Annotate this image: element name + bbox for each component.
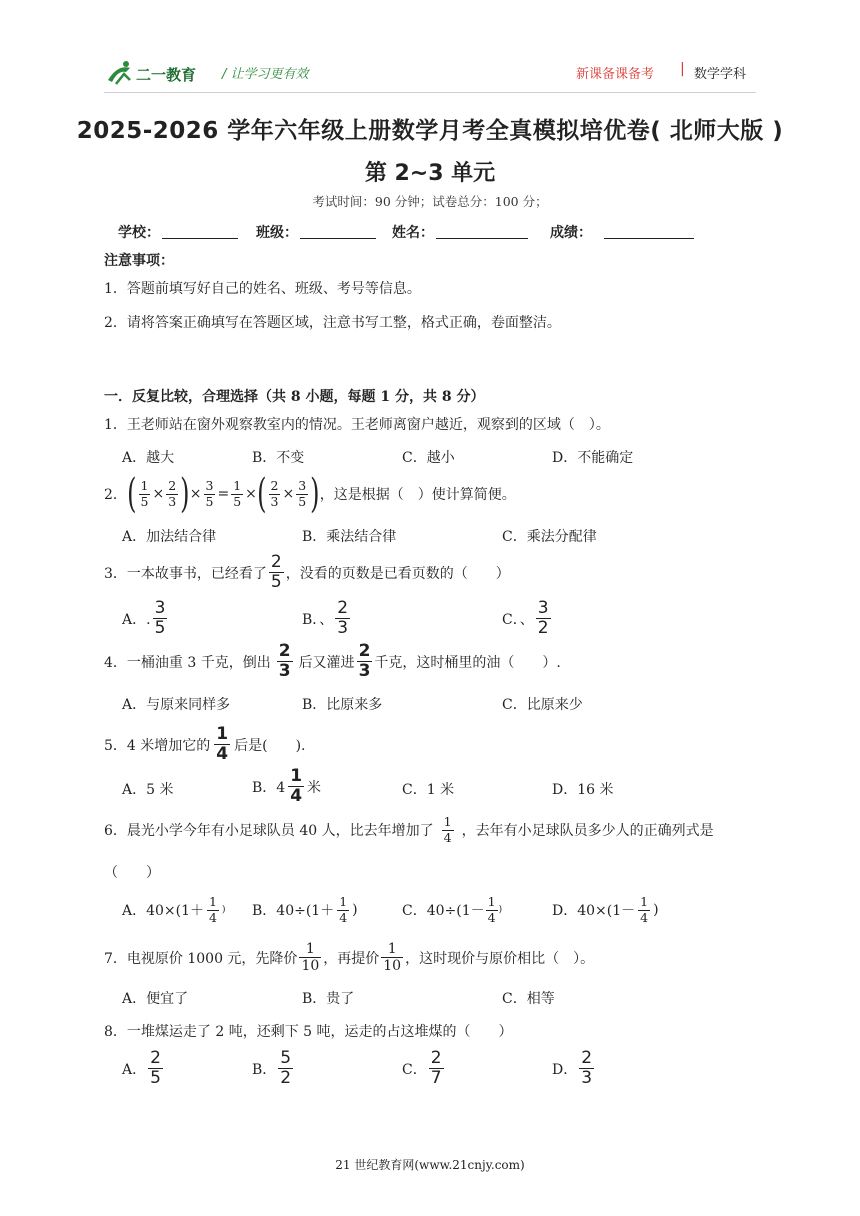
class-field[interactable] <box>300 238 376 239</box>
name-field[interactable] <box>436 238 528 239</box>
page-subtitle: 第 2~3 单元 <box>364 161 496 186</box>
q8-option-d[interactable]: D． $\frac{2}{3}$ <box>552 1048 593 1088</box>
name-label: 姓名： <box>392 225 434 241</box>
q2-option-a[interactable]: A．加法结合律 <box>122 529 217 545</box>
q4-option-b[interactable]: B．比原来多 <box>302 697 383 713</box>
q6-option-a[interactable]: A．40×(1＋ $\frac{1}{4}$ ) <box>122 894 226 925</box>
school-field[interactable] <box>162 238 238 239</box>
q6-option-d[interactable]: D．40×(1－ $\frac{1}{4}$ ) <box>552 894 659 925</box>
q2-option-b[interactable]: B．乘法结合律 <box>302 529 397 545</box>
q1-option-b[interactable]: B．不变 <box>252 450 305 466</box>
exam-info: 考试时间：90 分钟；试卷总分：100 分； <box>312 194 548 209</box>
q1-option-d[interactable]: D．不能确定 <box>552 450 634 466</box>
q5-option-b[interactable]: B．4 $\frac{1}{4}$ 米 <box>252 766 322 806</box>
header-divider <box>104 92 756 93</box>
q2-option-c[interactable]: C．乘法分配律 <box>502 529 597 545</box>
q7-option-b[interactable]: B．贵了 <box>302 991 355 1007</box>
brand-text: 新课备课备考 <box>576 67 655 82</box>
question-7: 7．电视原价 1000 元，先降价 $\frac{1}{10}$ ，再提价 $\frac{1}{10}$ ，这时现价与原价相比（ ）。 <box>104 941 595 974</box>
q8-option-a[interactable]: A． $\frac{2}{5}$ <box>122 1048 161 1088</box>
class-label: 班级： <box>256 225 298 241</box>
q3-option-b[interactable]: B．、 $\frac{2}{3}$ <box>302 598 349 638</box>
logo-text: 二一教育 <box>136 66 197 84</box>
q3-option-a[interactable]: A．. $\frac{3}{5}$ <box>122 598 166 638</box>
question-3: 3．一本故事书，已经看了 $\frac{2}{5}$ ，没看的页数是已看页数的（ ） <box>104 552 510 592</box>
notes-heading: 注意事项： <box>104 253 174 269</box>
q7-option-c[interactable]: C．相等 <box>502 991 555 1007</box>
question-1: 1．王老师站在窗外观察教室内的情况。王老师离窗户越近，观察到的区域（ ）。 <box>104 417 610 433</box>
score-label: 成绩： <box>550 225 592 241</box>
q4-option-a[interactable]: A．与原来同样多 <box>122 697 231 713</box>
page-title: 2025-2026 学年六年级上册数学月考全真模拟培优卷( 北师大版 ) <box>76 118 784 144</box>
note-item: 1．答题前填写好自己的姓名、班级、考号等信息。 <box>104 281 421 297</box>
q1-option-c[interactable]: C．越小 <box>402 450 455 466</box>
q4-option-c[interactable]: C．比原来少 <box>502 697 583 713</box>
q5-option-a[interactable]: A．5 米 <box>122 782 174 798</box>
question-8: 8．一堆煤运走了 2 吨，还剩下 5 吨，运走的占这堆煤的（ ） <box>104 1024 513 1040</box>
q5-option-c[interactable]: C．1 米 <box>402 782 455 798</box>
q6-option-c[interactable]: C．40÷(1－ $\frac{1}{4}$ ) <box>402 894 503 925</box>
question-2: 2． ( $\frac{1}{5}$ × $\frac{2}{3}$ ) × $\frac{3}{5}$ = $\frac{1}{5}$ × ( $\frac{2}{3}$ × $\frac{3}{5}$ ) ，这是根据（ ）使计算简便。 <box>104 471 516 517</box>
q8-option-c[interactable]: C． $\frac{2}{7}$ <box>402 1048 442 1088</box>
q7-option-a[interactable]: A．便宜了 <box>122 991 189 1007</box>
score-field[interactable] <box>604 238 694 239</box>
slogan: / 让学习更有效 <box>222 67 309 82</box>
question-4: 4．一桶油重 3 千克，倒出 $\frac{2}{3}$ 后又灌进 $\frac{2}{3}$ 千克，这时桶里的油（ ）. <box>104 641 561 681</box>
question-6-cont: （ ） <box>104 865 160 881</box>
q3-option-c[interactable]: C．、 $\frac{3}{2}$ <box>502 598 549 638</box>
logo <box>104 58 208 88</box>
header-separator: | <box>680 61 685 77</box>
q8-option-b[interactable]: B． $\frac{5}{2}$ <box>252 1048 292 1088</box>
q5-option-d[interactable]: D．16 米 <box>552 782 614 798</box>
q1-option-a[interactable]: A．越大 <box>122 450 175 466</box>
subject-label: 数学学科 <box>694 67 747 82</box>
question-5: 5．4 米增加它的 $\frac{1}{4}$ 后是( ). <box>104 724 306 764</box>
section-title: 一．反复比较，合理选择（共 8 小题，每题 1 分，共 8 分） <box>104 389 485 405</box>
question-6: 6．晨光小学今年有小足球队员 40 人，比去年增加了 $\frac{1}{4}$ ，去年有小足球队员多少人的正确列式是 <box>104 814 714 845</box>
page-footer: 21 世纪教育网(www.21cnjy.com) <box>335 1158 525 1172</box>
school-label: 学校： <box>118 225 160 241</box>
note-item: 2．请将答案正确填写在答题区域，注意书写工整，格式正确，卷面整洁。 <box>104 315 561 331</box>
q6-option-b[interactable]: B．40÷(1＋ $\frac{1}{4}$ ) <box>252 894 358 925</box>
